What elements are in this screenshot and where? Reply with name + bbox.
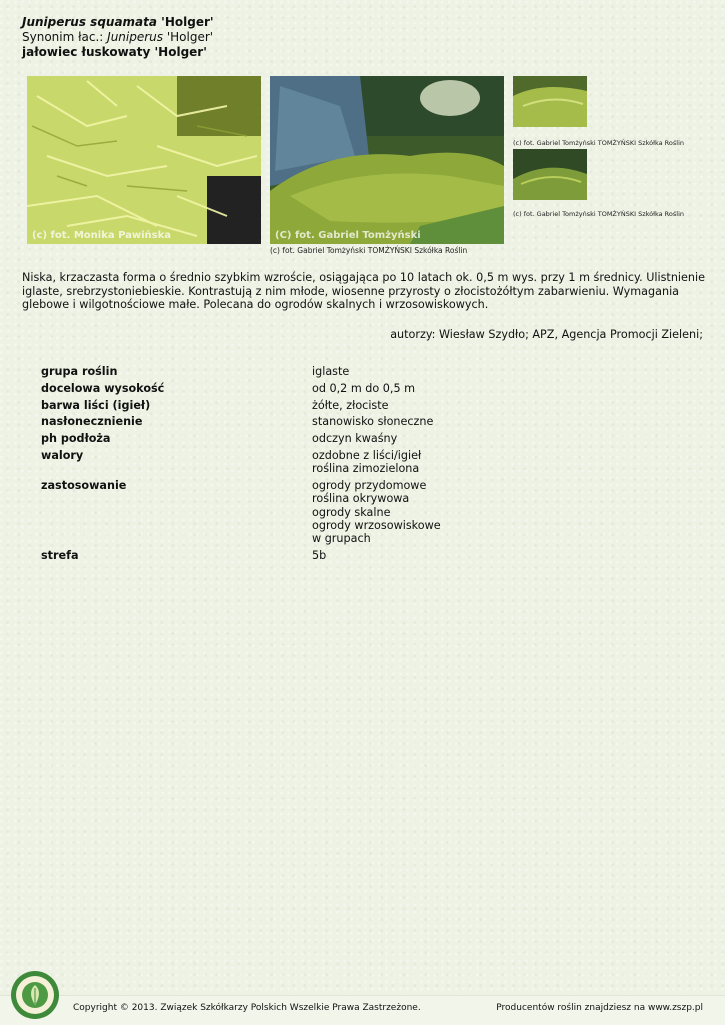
property-values — [312, 479, 441, 545]
plant-description: Niska, krzaczasta forma o średnio szybkim wzroście, osiągająca po 10 latach ok. 0,5 m wys. przy 1 m średnicy. Ulistnienie iglaste, srebrzystoniebieskie. Kontrastują z nim młode, wiosenne przyrosty o złocistożółtym zabarwieniu. Wymagania glebowe i wilgotnościowe małe. Polecana do ogrodów skalnych i wrzosowiskowych. — [22, 271, 705, 311]
property-row — [41, 415, 441, 428]
latin-name: Juniperus squamata 'Holger' — [22, 15, 214, 29]
photo-main-1-image — [27, 76, 261, 244]
photo-main-2[interactable] — [270, 76, 504, 244]
polish-name: jałowiec łuskowaty 'Holger' — [22, 45, 207, 59]
property-value: roślina okrywowa — [312, 492, 410, 506]
property-row — [41, 382, 441, 395]
photo-main-2-watermark: (C) fot. Gabriel Tomżyński — [275, 230, 421, 241]
property-values — [312, 549, 326, 562]
property-values — [312, 432, 397, 445]
property-value: stanowisko słoneczne — [312, 415, 434, 429]
property-value: od 0,2 m do 0,5 m — [312, 381, 416, 395]
property-values — [312, 415, 433, 428]
property-row — [41, 449, 441, 476]
property-value: ogrody wrzosowiskowe — [312, 518, 441, 532]
synonym-line: Synonim łac.: Juniperus 'Holger' — [22, 30, 214, 44]
property-row — [41, 365, 441, 378]
photo-main-2-caption: (c) fot. Gabriel Tomżyński TOMŻYŃSKI Szkółka Roślin — [270, 246, 468, 255]
photo-thumb-2-caption: (c) fot. Gabriel Tomżyński TOMŻYŃSKI Szkółka Roślin — [513, 210, 684, 218]
property-values — [312, 382, 415, 395]
producers-link[interactable]: Producentów roślin znajdziesz na www.zszp.pl — [496, 1003, 703, 1013]
property-value: w grupach — [312, 532, 371, 546]
property-label: docelowa wysokość — [41, 381, 165, 395]
property-value: iglaste — [312, 365, 350, 378]
property-label: walory — [41, 448, 84, 462]
property-label: nasłonecznienie — [41, 415, 143, 429]
photo-main-1-watermark: (c) fot. Monika Pawińska — [32, 230, 172, 241]
photo-main-1[interactable] — [27, 76, 261, 244]
plant-header — [22, 15, 214, 60]
property-label: zastosowanie — [41, 479, 127, 493]
property-value: odczyn kwaśny — [312, 432, 398, 446]
property-label: strefa — [41, 549, 79, 563]
property-row — [41, 399, 441, 412]
property-value: 5b — [312, 549, 327, 563]
photo-thumb-1-caption: (c) fot. Gabriel Tomżyński TOMŻYŃSKI Szkółka Roślin — [513, 139, 684, 147]
property-value: roślina zimozielona — [312, 462, 420, 476]
property-row — [41, 479, 441, 545]
photo-thumb-1-image — [513, 76, 587, 127]
photo-thumb-1[interactable] — [513, 76, 587, 127]
property-value: żółte, złociste — [312, 398, 389, 412]
property-value: ozdobne z liści/igieł — [312, 448, 422, 462]
property-values — [312, 449, 421, 476]
authors-line: autorzy: Wiesław Szydło; APZ, Agencja Promocji Zieleni; — [390, 328, 703, 341]
property-row — [41, 549, 441, 562]
photo-thumb-2-image — [513, 149, 587, 200]
leaf-seal-icon — [10, 970, 60, 1020]
zszp-logo[interactable] — [10, 970, 60, 1020]
photo-main-2-image — [270, 76, 504, 244]
property-value: ogrody skalne — [312, 505, 391, 519]
property-row — [41, 432, 441, 445]
property-label: ph podłoża — [41, 432, 111, 446]
properties-table — [41, 365, 441, 566]
property-values — [312, 365, 349, 378]
photo-thumb-2[interactable] — [513, 149, 587, 200]
copyright-text: Copyright © 2013. Związek Szkółkarzy Polskich Wszelkie Prawa Zastrzeżone. — [73, 1003, 421, 1013]
property-label: grupa roślin — [41, 365, 118, 378]
property-value: ogrody przydomowe — [312, 479, 427, 493]
property-label: barwa liści (igieł) — [41, 398, 151, 412]
property-values — [312, 399, 389, 412]
